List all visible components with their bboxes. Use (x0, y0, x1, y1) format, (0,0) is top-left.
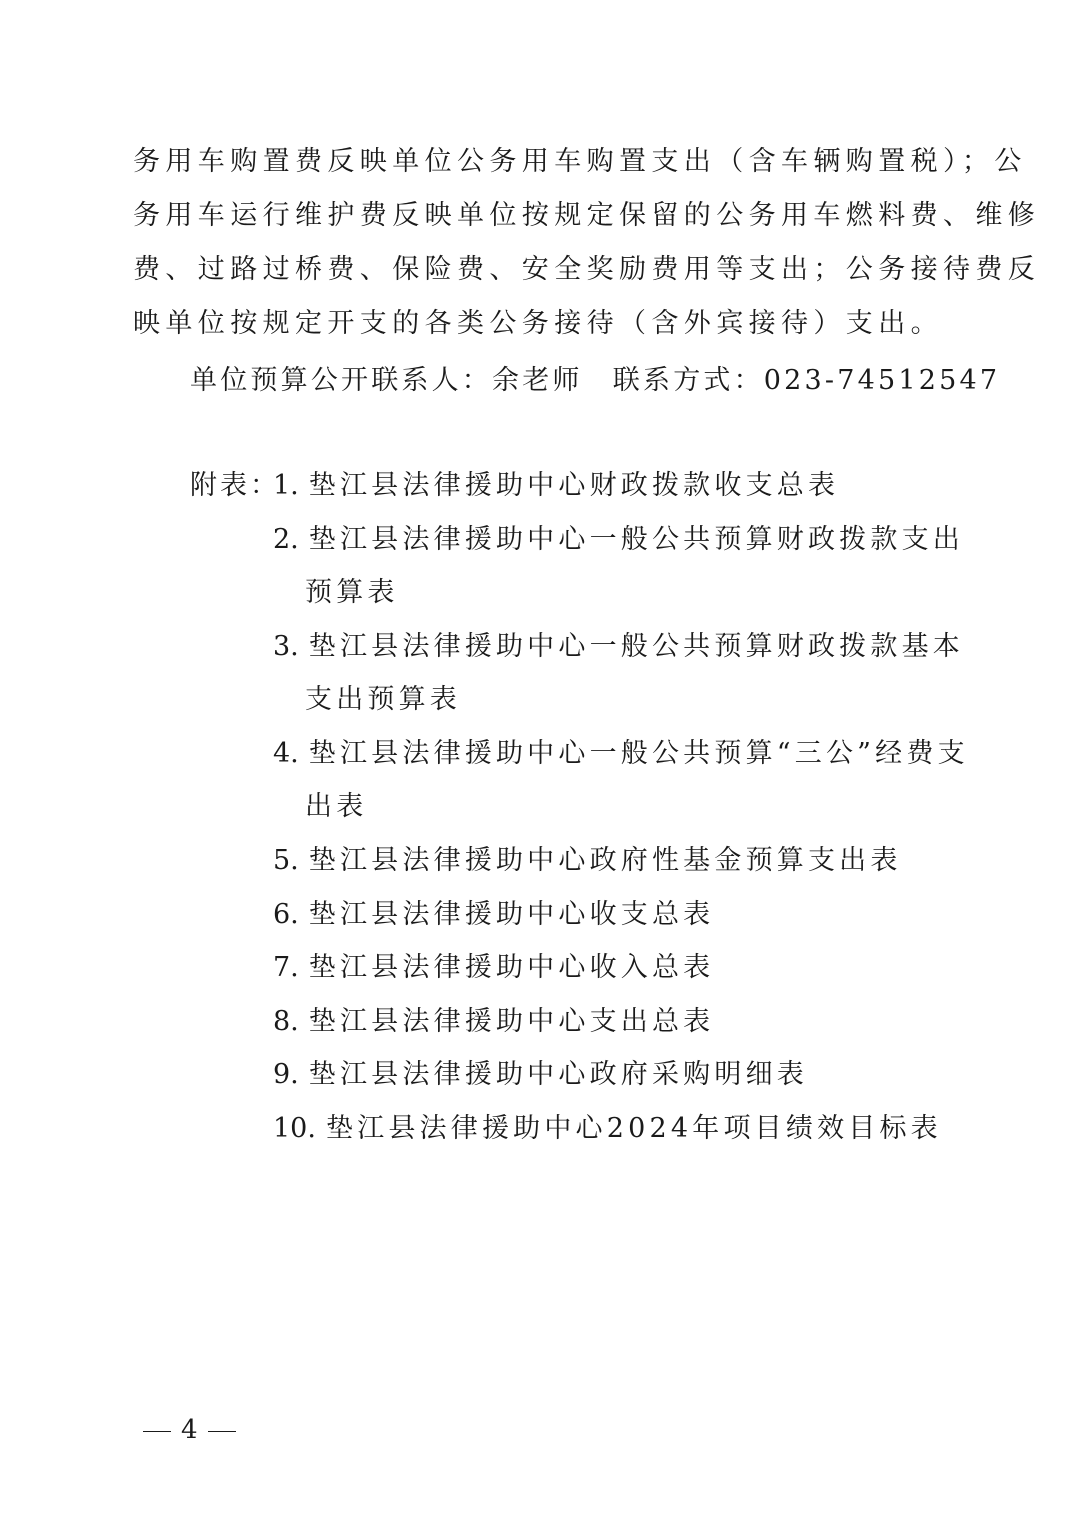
attachment-number: 6. (273, 899, 299, 930)
attachment-item (273, 895, 714, 935)
attachment-title: 垫江县法律援助中心一般公共预算“三公”经费支 (308, 738, 969, 769)
paragraph-line: 费、过路过桥费、保险费、安全奖励费用等支出；公务接待费反 (133, 254, 1041, 285)
attachment-title-continuation: 预算表 (305, 577, 399, 608)
attachment-title: 垫江县法律援助中心政府性基金预算支出表 (308, 845, 902, 876)
attachment-number: 9. (273, 1059, 299, 1090)
attachment-number: 1. (273, 470, 299, 501)
attachment-item (273, 841, 902, 881)
attachment-item (273, 466, 839, 506)
attachment-title: 垫江县法律援助中心收支总表 (308, 899, 715, 930)
attachment-title: 垫江县法律援助中心一般公共预算财政拨款基本 (308, 631, 964, 662)
attachment-title: 垫江县法律援助中心政府采购明细表 (308, 1059, 808, 1090)
paragraph-line: 务用车运行维护费反映单位按规定保留的公务用车燃料费、维修 (133, 200, 1041, 231)
attachment-item (273, 734, 969, 774)
attachment-item (273, 627, 964, 667)
page-number-dash (208, 1431, 236, 1432)
attachment-number: 5. (273, 845, 299, 876)
attachment-number: 3. (273, 631, 299, 662)
attachment-title: 垫江县法律援助中心一般公共预算财政拨款支出 (308, 524, 964, 555)
attachment-title: 垫江县法律援助中心财政拨款收支总表 (308, 470, 840, 501)
attachment-title-continuation: 支出预算表 (305, 684, 461, 715)
contact-info: 单位预算公开联系人：余老师 联系方式：023-74512547 (190, 365, 1001, 396)
attachment-number: 4. (273, 738, 299, 769)
attachments-label: 附表： (190, 470, 280, 501)
page-number (133, 1410, 246, 1450)
attachment-item (273, 1109, 942, 1149)
paragraph-line: 务用车购置费反映单位公务用车购置支出（含车辆购置税）；公 (133, 146, 1027, 177)
attachment-item (273, 1055, 808, 1095)
attachment-title-continuation: 出表 (305, 791, 368, 822)
attachment-item (273, 520, 964, 560)
page-number-dash (143, 1431, 171, 1432)
attachment-title: 垫江县法律援助中心收入总表 (308, 952, 715, 983)
attachment-number: 7. (273, 952, 299, 983)
page-number-value: 4 (181, 1415, 198, 1445)
paragraph-line: 映单位按规定开支的各类公务接待（含外宾接待）支出。 (133, 308, 943, 339)
attachment-number: 8. (273, 1006, 299, 1037)
attachment-item (273, 948, 714, 988)
attachment-number: 2. (273, 524, 299, 555)
attachment-title: 垫江县法律援助中心支出总表 (308, 1006, 715, 1037)
attachment-title: 垫江县法律援助中心2024年项目绩效目标表 (325, 1113, 942, 1144)
attachment-number: 10. (273, 1113, 316, 1144)
attachment-item (273, 1002, 714, 1042)
